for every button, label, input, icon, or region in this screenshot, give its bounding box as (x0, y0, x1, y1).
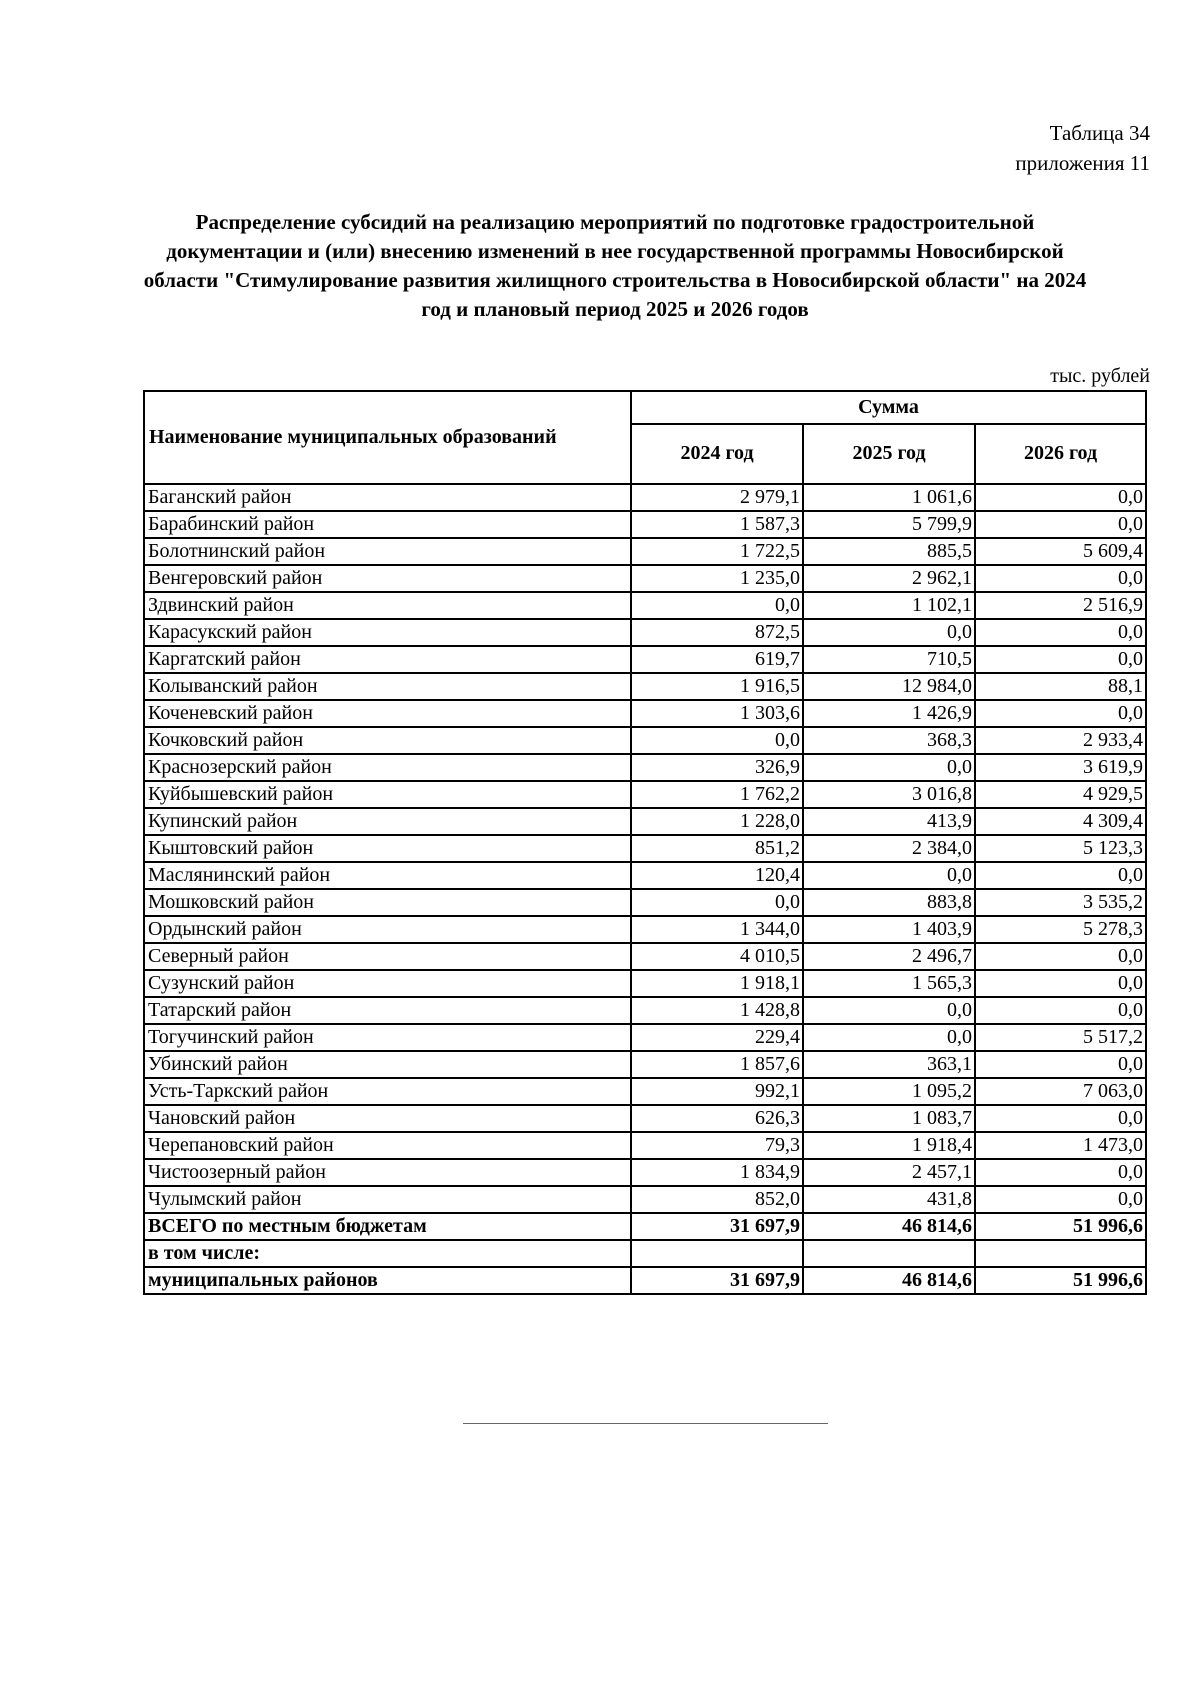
amount-2025: 3 016,8 (803, 781, 975, 808)
table-row (144, 484, 1146, 511)
table-row (144, 1132, 1146, 1159)
table-row (144, 970, 1146, 997)
municipality-name: Усть-Таркский район (144, 1078, 631, 1105)
column-header-sum: Сумма (631, 391, 1146, 424)
amount-2025: 1 918,4 (803, 1132, 975, 1159)
amount-2026: 4 929,5 (975, 781, 1146, 808)
amount-2025: 46 814,6 (803, 1267, 975, 1294)
table-row (144, 916, 1146, 943)
municipality-name: Болотнинский район (144, 538, 631, 565)
amount-2024: 0,0 (631, 889, 803, 916)
amount-2026: 51 996,6 (975, 1267, 1146, 1294)
amount-2025: 5 799,9 (803, 511, 975, 538)
municipality-name: Кыштовский район (144, 835, 631, 862)
municipality-name: Северный район (144, 943, 631, 970)
table-row (144, 889, 1146, 916)
amount-2024: 1 762,2 (631, 781, 803, 808)
amount-2026: 2 933,4 (975, 727, 1146, 754)
table-row (144, 538, 1146, 565)
amount-2025: 1 083,7 (803, 1105, 975, 1132)
municipality-name: Краснозерский район (144, 754, 631, 781)
amount-2024: 1 834,9 (631, 1159, 803, 1186)
amount-2024: 1 428,8 (631, 997, 803, 1024)
amount-2025: 2 457,1 (803, 1159, 975, 1186)
municipality-name: Маслянинский район (144, 862, 631, 889)
amount-2025: 0,0 (803, 997, 975, 1024)
table-row (144, 1078, 1146, 1105)
amount-2024: 229,4 (631, 1024, 803, 1051)
municipality-name: Купинский район (144, 808, 631, 835)
table-row (144, 511, 1146, 538)
municipality-name: Тогучинский район (144, 1024, 631, 1051)
amount-2026: 0,0 (975, 997, 1146, 1024)
amount-2025: 0,0 (803, 1024, 975, 1051)
municipality-name: Каргатский район (144, 646, 631, 673)
amount-2026 (975, 1240, 1146, 1267)
table-row (144, 808, 1146, 835)
municipality-name: Коченевский район (144, 700, 631, 727)
table-row (144, 1105, 1146, 1132)
municipality-name: Татарский район (144, 997, 631, 1024)
municipality-name: Чановский район (144, 1105, 631, 1132)
amount-2024: 31 697,9 (631, 1213, 803, 1240)
end-divider (463, 1423, 828, 1424)
amount-2026: 0,0 (975, 1105, 1146, 1132)
amount-2024: 1 857,6 (631, 1051, 803, 1078)
municipality-name: Карасукский район (144, 619, 631, 646)
amount-2026: 0,0 (975, 1186, 1146, 1213)
table-row (144, 1186, 1146, 1213)
municipality-name: Ордынский район (144, 916, 631, 943)
amount-2026: 0,0 (975, 862, 1146, 889)
table-row (144, 835, 1146, 862)
amount-2026: 4 309,4 (975, 808, 1146, 835)
column-header-name: Наименование муниципальных образований (144, 391, 631, 484)
amount-2025: 12 984,0 (803, 673, 975, 700)
table-row (144, 1159, 1146, 1186)
table-row (144, 646, 1146, 673)
amount-2025: 368,3 (803, 727, 975, 754)
amount-2026: 0,0 (975, 970, 1146, 997)
amount-2025: 885,5 (803, 538, 975, 565)
amount-2024: 1 344,0 (631, 916, 803, 943)
amount-2024: 992,1 (631, 1078, 803, 1105)
municipality-name: Куйбышевский район (144, 781, 631, 808)
amount-2024: 852,0 (631, 1186, 803, 1213)
amount-2025: 2 496,7 (803, 943, 975, 970)
amount-2026: 0,0 (975, 511, 1146, 538)
amount-2025: 1 403,9 (803, 916, 975, 943)
total-row (144, 1240, 1146, 1267)
amount-2026: 2 516,9 (975, 592, 1146, 619)
amount-2025: 1 102,1 (803, 592, 975, 619)
municipality-name: Мошковский район (144, 889, 631, 916)
amount-2025: 1 565,3 (803, 970, 975, 997)
amount-2025: 2 384,0 (803, 835, 975, 862)
subsidy-table (143, 390, 1147, 1295)
municipality-name: Сузунский район (144, 970, 631, 997)
unit-label: тыс. рублей (1050, 365, 1150, 387)
table-reference: Таблица 34 (1049, 121, 1150, 145)
amount-2025 (803, 1240, 975, 1267)
amount-2025: 363,1 (803, 1051, 975, 1078)
table-row (144, 592, 1146, 619)
amount-2025: 1 095,2 (803, 1078, 975, 1105)
amount-2026: 0,0 (975, 700, 1146, 727)
amount-2024: 1 722,5 (631, 538, 803, 565)
municipality-name: Венгеровский район (144, 565, 631, 592)
amount-2024: 626,3 (631, 1105, 803, 1132)
municipality-name: ВСЕГО по местным бюджетам (144, 1213, 631, 1240)
amount-2026: 5 123,3 (975, 835, 1146, 862)
amount-2026: 3 619,9 (975, 754, 1146, 781)
table-row (144, 565, 1146, 592)
column-header-2026: 2026 год (975, 424, 1146, 484)
table-row (144, 619, 1146, 646)
document-title: Распределение субсидий на реализацию мероприятий по подготовке градостроительной документации и (или) внесению изменений в нее государственной программы Новосибирской области "Стимулирование развития жилищного строительства в Новосибирской области" на 2024 год и плановый период 2025 и 2026 годов (143, 210, 1087, 321)
amount-2025: 0,0 (803, 619, 975, 646)
municipality-name: Чулымский район (144, 1186, 631, 1213)
amount-2024: 1 228,0 (631, 808, 803, 835)
amount-2026: 0,0 (975, 484, 1146, 511)
amount-2024 (631, 1240, 803, 1267)
table-row (144, 781, 1146, 808)
amount-2026: 51 996,6 (975, 1213, 1146, 1240)
amount-2025: 46 814,6 (803, 1213, 975, 1240)
amount-2026: 0,0 (975, 943, 1146, 970)
column-header-2024: 2024 год (631, 424, 803, 484)
amount-2026: 0,0 (975, 1159, 1146, 1186)
table-row (144, 862, 1146, 889)
table-row (144, 754, 1146, 781)
municipality-name: Убинский район (144, 1051, 631, 1078)
amount-2026: 5 278,3 (975, 916, 1146, 943)
amount-2024: 79,3 (631, 1132, 803, 1159)
amount-2026: 5 517,2 (975, 1024, 1146, 1051)
amount-2025: 710,5 (803, 646, 975, 673)
amount-2026: 0,0 (975, 1051, 1146, 1078)
amount-2024: 851,2 (631, 835, 803, 862)
amount-2024: 4 010,5 (631, 943, 803, 970)
amount-2025: 2 962,1 (803, 565, 975, 592)
amount-2024: 872,5 (631, 619, 803, 646)
amount-2024: 0,0 (631, 592, 803, 619)
total-row (144, 1213, 1146, 1240)
amount-2024: 619,7 (631, 646, 803, 673)
amount-2026: 7 063,0 (975, 1078, 1146, 1105)
table-row (144, 727, 1146, 754)
table-row (144, 943, 1146, 970)
amount-2025: 1 426,9 (803, 700, 975, 727)
amount-2026: 0,0 (975, 646, 1146, 673)
amount-2026: 3 535,2 (975, 889, 1146, 916)
table-row (144, 700, 1146, 727)
amount-2024: 326,9 (631, 754, 803, 781)
municipality-name: Кочковский район (144, 727, 631, 754)
amount-2024: 120,4 (631, 862, 803, 889)
municipality-name: Баганский район (144, 484, 631, 511)
amount-2024: 1 916,5 (631, 673, 803, 700)
column-header-2025: 2025 год (803, 424, 975, 484)
amount-2026: 0,0 (975, 565, 1146, 592)
table-row (144, 1024, 1146, 1051)
amount-2025: 0,0 (803, 754, 975, 781)
municipality-name: муниципальных районов (144, 1267, 631, 1294)
amount-2026: 1 473,0 (975, 1132, 1146, 1159)
table-row (144, 673, 1146, 700)
amount-2024: 2 979,1 (631, 484, 803, 511)
municipality-name: Барабинский район (144, 511, 631, 538)
municipality-name: Колыванский район (144, 673, 631, 700)
amount-2024: 1 303,6 (631, 700, 803, 727)
amount-2024: 1 587,3 (631, 511, 803, 538)
municipality-name: Чистоозерный район (144, 1159, 631, 1186)
amount-2024: 1 235,0 (631, 565, 803, 592)
amount-2025: 413,9 (803, 808, 975, 835)
municipality-name: в том числе: (144, 1240, 631, 1267)
amount-2025: 431,8 (803, 1186, 975, 1213)
amount-2026: 5 609,4 (975, 538, 1146, 565)
municipality-name: Здвинский район (144, 592, 631, 619)
amount-2025: 0,0 (803, 862, 975, 889)
amount-2026: 88,1 (975, 673, 1146, 700)
amount-2025: 1 061,6 (803, 484, 975, 511)
amount-2024: 1 918,1 (631, 970, 803, 997)
appendix-reference: приложения 11 (1015, 151, 1150, 175)
amount-2025: 883,8 (803, 889, 975, 916)
total-row (144, 1267, 1146, 1294)
amount-2024: 0,0 (631, 727, 803, 754)
amount-2024: 31 697,9 (631, 1267, 803, 1294)
municipality-name: Черепановский район (144, 1132, 631, 1159)
amount-2026: 0,0 (975, 619, 1146, 646)
table-row (144, 1051, 1146, 1078)
table-row (144, 997, 1146, 1024)
